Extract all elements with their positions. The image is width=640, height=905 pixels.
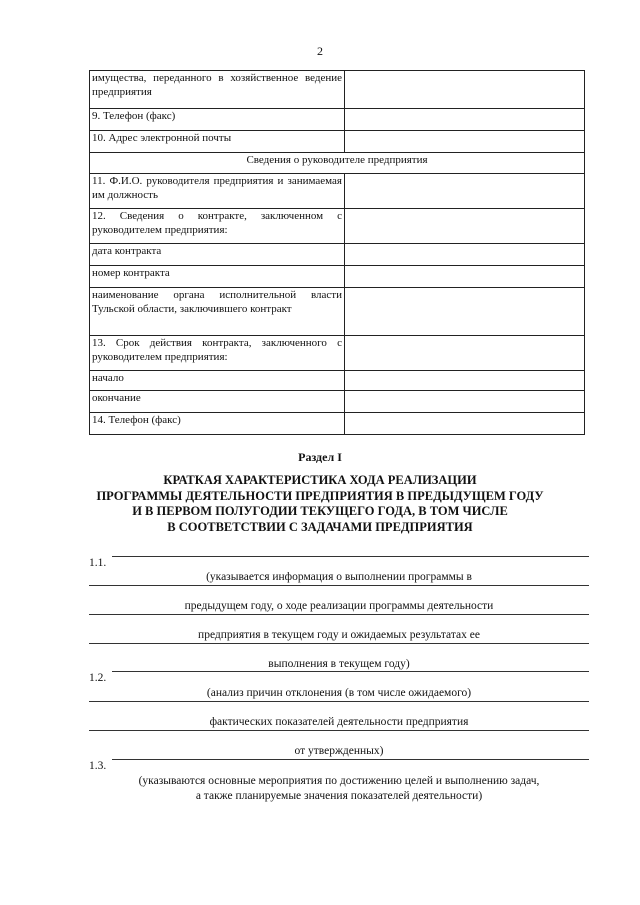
row-label: 10. Адрес электронной почты xyxy=(90,131,345,153)
table-row xyxy=(90,391,585,413)
table-row xyxy=(90,109,585,131)
section-heading: Раздел I xyxy=(298,450,342,464)
item-1-3-caption: а также планируемые значения показателей деятельности) xyxy=(195,790,483,802)
row-value-cell[interactable] xyxy=(345,336,585,371)
item-1-2-caption: от утвержденных) xyxy=(294,745,384,757)
table-row xyxy=(90,174,585,209)
table-section-row xyxy=(90,153,585,174)
item-1-2-caption: (анализ причин отклонения (в том числе ожидаемого) xyxy=(206,687,472,699)
table-row xyxy=(90,266,585,288)
enterprise-info-table xyxy=(89,70,585,435)
page-number: 2 xyxy=(317,44,323,58)
item-1-1-caption: (указывается информация о выполнении программы в xyxy=(206,571,472,583)
item-number-1-3: 1.3. xyxy=(89,760,107,772)
row-label: имущества, переданного в хозяйственное ведение предприятия xyxy=(90,71,345,109)
section-title-line: КРАТКАЯ ХАРАКТЕРИСТИКА ХОДА РЕАЛИЗАЦИИ xyxy=(163,473,477,487)
table-row xyxy=(90,371,585,391)
row-value-cell[interactable] xyxy=(345,288,585,336)
row-label: окончание xyxy=(90,391,345,413)
table-row xyxy=(90,209,585,244)
row-value-cell[interactable] xyxy=(345,174,585,209)
row-value-cell[interactable] xyxy=(345,71,585,109)
row-label: 11. Ф.И.О. руководителя предприятия и занимаемая им должность xyxy=(90,174,345,209)
row-label: начало xyxy=(90,371,345,391)
row-label: наименование органа исполнительной власти Тульской области, заключившего контракт xyxy=(90,288,345,336)
fill-line xyxy=(112,759,589,760)
row-value-cell[interactable] xyxy=(345,109,585,131)
fill-line xyxy=(89,585,589,586)
fill-line xyxy=(89,730,589,731)
fill-line xyxy=(89,614,589,615)
fill-line xyxy=(89,643,589,644)
row-label: номер контракта xyxy=(90,266,345,288)
table-row xyxy=(90,71,585,109)
fill-line xyxy=(112,556,589,557)
item-number-1-1: 1.1. xyxy=(89,557,107,569)
table-row xyxy=(90,336,585,371)
item-1-2-caption: фактических показателей деятельности предприятия xyxy=(209,716,469,728)
item-1-3-caption: (указываются основные мероприятия по достижению целей и выполнению задач, xyxy=(138,775,540,787)
fill-line xyxy=(112,671,589,672)
section-title-line: ПРОГРАММЫ ДЕЯТЕЛЬНОСТИ ПРЕДПРИЯТИЯ В ПРЕДЫДУЩЕМ ГОДУ xyxy=(96,488,544,503)
item-1-1-caption: предприятия в текущем году и ожидаемых результатах ее xyxy=(198,629,480,641)
row-label: 9. Телефон (факс) xyxy=(90,109,345,131)
table-row xyxy=(90,413,585,435)
item-1-1-caption: выполнения в текущем году) xyxy=(268,658,410,670)
row-value-cell[interactable] xyxy=(345,391,585,413)
item-1-1-caption: предыдущем году, о ходе реализации программы деятельности xyxy=(184,600,494,612)
row-label: дата контракта xyxy=(90,244,345,266)
row-value-cell[interactable] xyxy=(345,209,585,244)
table-row xyxy=(90,131,585,153)
row-label: 13. Срок действия контракта, заключенного с руководителем предприятия: xyxy=(90,336,345,371)
fill-line xyxy=(89,701,589,702)
section-row-label: Сведения о руководителе предприятия xyxy=(90,153,585,174)
table-row xyxy=(90,244,585,266)
row-label: 12. Сведения о контракте, заключенном с руководителем предприятия: xyxy=(90,209,345,244)
table-row xyxy=(90,288,585,336)
row-value-cell[interactable] xyxy=(345,266,585,288)
section-title xyxy=(0,473,640,535)
row-value-cell[interactable] xyxy=(345,413,585,435)
item-number-1-2: 1.2. xyxy=(89,672,107,684)
row-value-cell[interactable] xyxy=(345,371,585,391)
row-value-cell[interactable] xyxy=(345,131,585,153)
section-title-line: И В ПЕРВОМ ПОЛУГОДИИ ТЕКУЩЕГО ГОДА, В ТОМ ЧИСЛЕ xyxy=(132,504,508,518)
row-label: 14. Телефон (факс) xyxy=(90,413,345,435)
row-value-cell[interactable] xyxy=(345,244,585,266)
section-title-line: В СООТВЕТСТВИИ С ЗАДАЧАМИ ПРЕДПРИЯТИЯ xyxy=(167,519,473,534)
